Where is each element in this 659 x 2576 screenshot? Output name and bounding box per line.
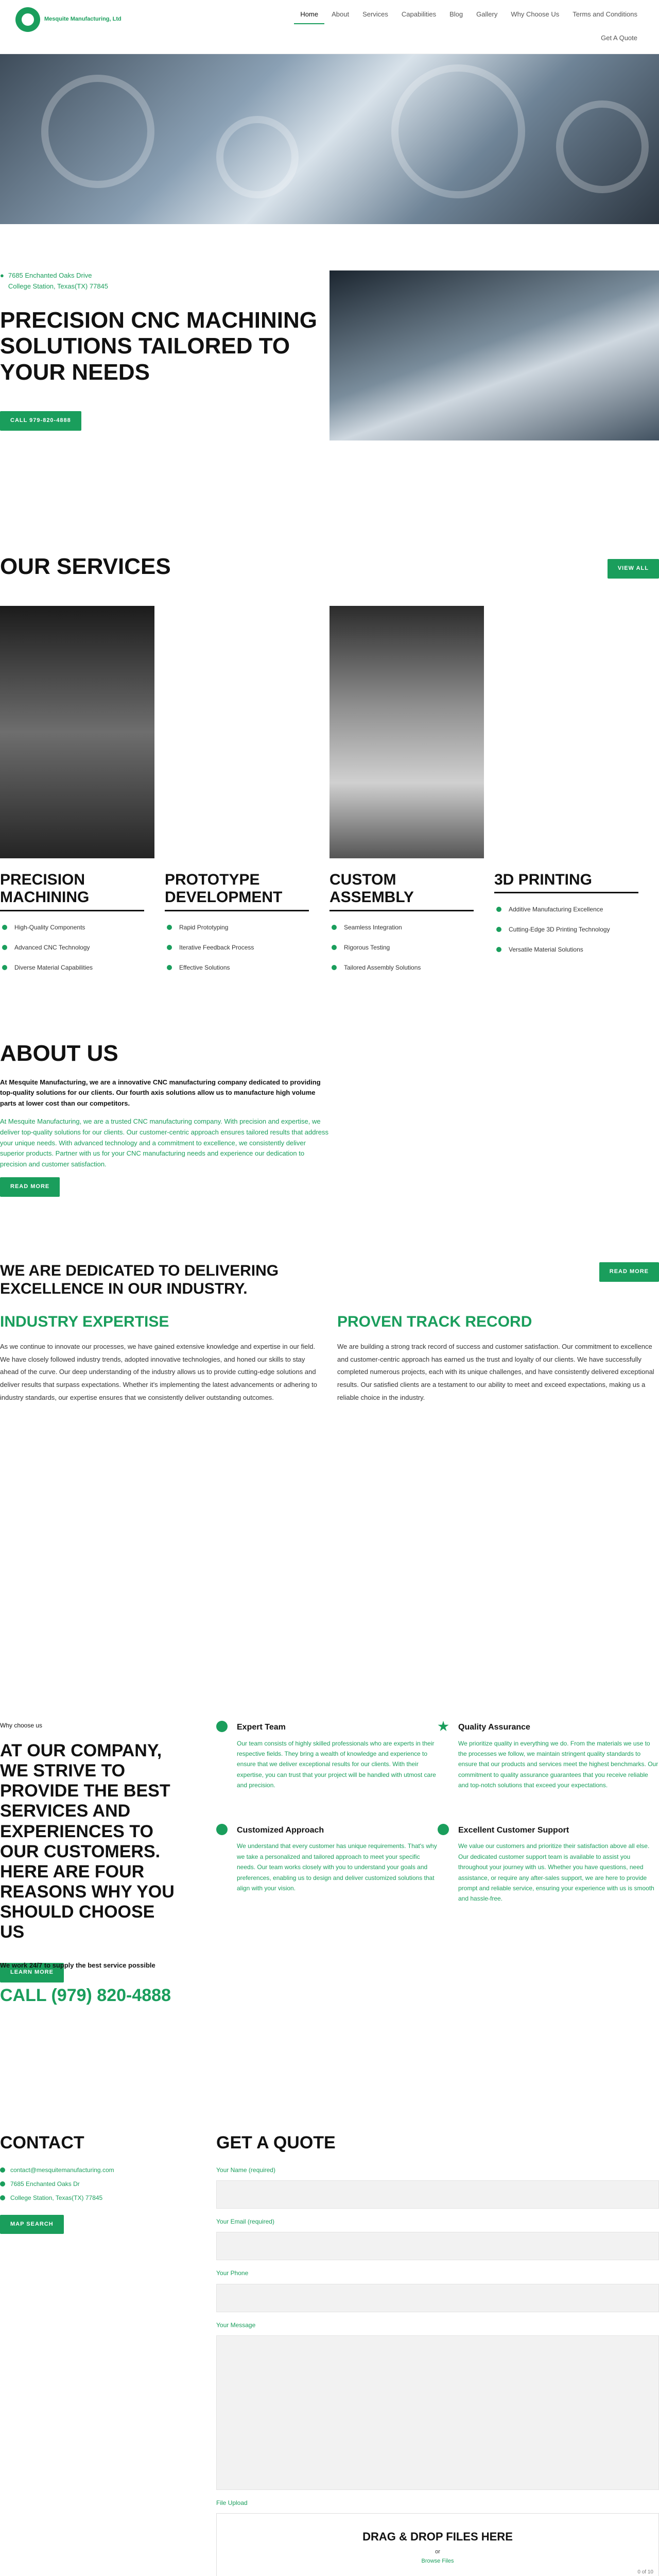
- star-icon: [438, 1721, 449, 1732]
- service-point: High-Quality Components: [0, 918, 154, 938]
- service-card[interactable]: [0, 606, 165, 978]
- phone-input[interactable]: [216, 2284, 659, 2312]
- nav-services[interactable]: Services: [362, 10, 388, 18]
- nav-capabilities[interactable]: Capabilities: [401, 10, 437, 18]
- contact-address-line-1: 7685 Enchanted Oaks Dr: [0, 2179, 216, 2189]
- intro-address[interactable]: [0, 270, 330, 292]
- service-image: [494, 606, 649, 858]
- dedicated-title: WE ARE DEDICATED TO DELIVERING EXCELLENCE IN OUR INDUSTRY.: [0, 1262, 279, 1297]
- service-card[interactable]: [494, 606, 659, 978]
- nav-gallery[interactable]: Gallery: [476, 10, 498, 18]
- service-image: [330, 606, 484, 858]
- service-point: Cutting-Edge 3D Printing Technology: [494, 920, 649, 940]
- file-dropzone[interactable]: [216, 2513, 659, 2576]
- service-point: Tailored Assembly Solutions: [330, 958, 484, 978]
- team-icon: [216, 1721, 228, 1732]
- dedicated-section: [0, 1262, 659, 1710]
- feature-body: We value our customers and prioritize their satisfaction above all else. Our dedicated customer support team is available to assist you throughout your journey with us. Whether you have questions, need assistance, or require any after-sales support, we are here to provide prompt and reliable service, ensuring your experience with us is smooth and hassle-free.: [458, 1842, 654, 1903]
- contact-email-link[interactable]: contact@mesquitemanufacturing.com: [0, 2165, 216, 2175]
- track-record-body: We are building a strong track record of success and customer satisfaction. Our commitment to excellence and customer-centric approach has earned us the trust and loyalty of our clients. We have successfully completed numerous projects, each with its unique challenges, and have consistently delivered exceptional results. Our satisfied clients are a testament to our ability to meet and exceed expectations, making us a reliable choice in the industry.: [337, 1343, 654, 1401]
- service-point: Rapid Prototyping: [165, 918, 319, 938]
- phone-label: Your Phone: [216, 2269, 249, 2277]
- feature-title: Expert Team: [237, 1723, 286, 1732]
- feature-expert-team: [216, 1721, 438, 1808]
- why-label: Why choose us: [0, 1722, 43, 1729]
- feature-body: Our team consists of highly skilled professionals who are experts in their respective fields. They bring a wealth of knowledge and experience to ensure that we deliver exceptional results for our clients. With their expertise, you can trust that your project will be handled with utmost care and precision.: [237, 1739, 436, 1789]
- about-lead: At Mesquite Manufacturing, we are a innovative CNC manufacturing company dedicated to providing top-quality solutions for our clients. Our fourth axis solutions allow us to manufacture high volume parts at lower cost than our competitors.: [0, 1078, 321, 1108]
- service-title: CUSTOM ASSEMBLY: [330, 871, 474, 911]
- about-body: At Mesquite Manufacturing, we are a trusted CNC manufacturing company. With precision and expertise, we deliver top-quality solutions for our clients. Our customer-centric approach ensures tailored results that address your unique needs. With advanced technology and a commitment to excellence, we consistently deliver superior products. Partner with us for your CNC manufacturing needs and experience our dedication to precision and customer satisfaction.: [0, 1117, 329, 1168]
- hero-image: [0, 54, 659, 224]
- contact-address-line-2: College Station, Texas(TX) 77845: [0, 2193, 216, 2203]
- contact-title: CONTACT: [0, 2133, 84, 2153]
- service-point: Rigorous Testing: [330, 938, 484, 958]
- dedicated-read-more-button[interactable]: READ MORE: [599, 1262, 659, 1282]
- feature-customized-approach: [216, 1824, 438, 1922]
- call-section: [0, 1937, 659, 2133]
- about-title: ABOUT US: [0, 1041, 118, 1066]
- nav-blog[interactable]: Blog: [449, 10, 463, 18]
- service-point: Effective Solutions: [165, 958, 319, 978]
- headset-icon: [438, 1824, 449, 1835]
- service-point: Diverse Material Capabilities: [0, 958, 154, 978]
- service-point: Advanced CNC Technology: [0, 938, 154, 958]
- service-point: Iterative Feedback Process: [165, 938, 319, 958]
- intro-call-button[interactable]: CALL 979-820-4888: [0, 411, 81, 431]
- service-point: Versatile Material Solutions: [494, 940, 649, 960]
- main-nav: [154, 6, 644, 24]
- about-read-more-button[interactable]: READ MORE: [0, 1177, 60, 1197]
- dropzone-or: or: [435, 2549, 440, 2555]
- expertise-title: INDUSTRY EXPERTISE: [0, 1313, 169, 1330]
- intro-title: PRECISION CNC MACHINING SOLUTIONS TAILORED TO YOUR NEEDS: [0, 307, 318, 385]
- feature-body: We understand that every customer has unique requirements. That's why we take a personalized and tailored approach to meet your specific needs. Our team works closely with you to understand your goals and preferences, enabling us to design and deliver customized solutions that align with your vision.: [237, 1842, 437, 1892]
- service-title: PROTOTYPE DEVELOPMENT: [165, 871, 309, 911]
- about-section: [0, 1041, 659, 1262]
- intro-section: [0, 224, 659, 482]
- nav-about[interactable]: About: [332, 10, 350, 18]
- service-point: Additive Manufacturing Excellence: [494, 900, 649, 920]
- service-card[interactable]: [330, 606, 494, 978]
- contact-section: [0, 2133, 659, 2576]
- services-section: [0, 482, 659, 1041]
- service-title: PRECISION MACHINING: [0, 871, 144, 911]
- nav-home[interactable]: Home: [294, 6, 324, 24]
- name-label: Your Name (required): [216, 2166, 275, 2174]
- logo-text: Mesquite Manufacturing, Ltd: [44, 16, 122, 23]
- intro-image: [330, 270, 659, 440]
- track-record-title: PROVEN TRACK RECORD: [337, 1313, 532, 1330]
- gear-icon: [216, 1824, 228, 1835]
- quote-form: [216, 2133, 659, 2576]
- map-search-button[interactable]: MAP SEARCH: [0, 2215, 64, 2234]
- feature-title: Excellent Customer Support: [458, 1825, 569, 1835]
- feature-body: We prioritize quality in everything we do. From the materials we use to the processes we follow, we maintain stringent quality standards to ensure that our products and services meet the highest benchmarks. Our commitment to quality assurance guarantees that you receive reliable and top-notch solutions that exceed your expectations.: [458, 1739, 658, 1789]
- services-title: OUR SERVICES: [0, 554, 171, 579]
- message-textarea[interactable]: [216, 2335, 659, 2490]
- name-input[interactable]: [216, 2180, 659, 2209]
- expertise-body: As we continue to innovate our processes, we have gained extensive knowledge and expertise in our field. We have closely followed industry trends, adopted innovative technologies, and honed our skills to stay ahead of the curve. Our deep understanding of the industry allows us to provide cutting-edge solutions and deliver results that surpass expectations. Whether it's implementing the latest advancements or adhering to industry standards, our expertise ensures that we consistently deliver outstanding outcomes.: [0, 1343, 317, 1401]
- dropzone-title: DRAG & DROP FILES HERE: [362, 2530, 513, 2543]
- email-input[interactable]: [216, 2232, 659, 2260]
- quote-form-title: GET A QUOTE: [216, 2133, 336, 2153]
- upload-label: File Upload: [216, 2499, 248, 2506]
- call-phone-link[interactable]: CALL (979) 820-4888: [0, 1985, 171, 2005]
- file-counter: 0 of 10: [637, 2569, 653, 2575]
- address-line-1: 7685 Enchanted Oaks Drive: [8, 272, 92, 279]
- service-card[interactable]: [165, 606, 330, 978]
- location-pin-icon: ●: [0, 272, 4, 279]
- service-image: [165, 606, 319, 858]
- logo-mark-icon: [15, 7, 40, 32]
- email-label: Your Email (required): [216, 2218, 274, 2226]
- message-label: Your Message: [216, 2321, 256, 2329]
- service-point: Seamless Integration: [330, 918, 484, 938]
- feature-title: Customized Approach: [237, 1825, 324, 1835]
- nav-get-a-quote[interactable]: Get A Quote: [601, 34, 637, 42]
- call-text: We work 24/7 to supply the best service possible: [0, 1961, 155, 1969]
- address-line-2: College Station, Texas(TX) 77845: [8, 282, 109, 290]
- why-title: AT OUR COMPANY, WE STRIVE TO PROVIDE THE BEST SERVICES AND EXPERIENCES TO OUR CUSTOMERS. HERE ARE FOUR REASONS WHY YOU SHOULD CHOOSE US: [0, 1741, 175, 1942]
- nav-terms[interactable]: Terms and Conditions: [573, 10, 637, 18]
- feature-quality-assurance: [438, 1721, 659, 1808]
- service-image: [0, 606, 154, 858]
- site-header: [0, 0, 659, 54]
- nav-why-choose-us[interactable]: Why Choose Us: [511, 10, 560, 18]
- why-learn-more-button[interactable]: LEARN MORE: [0, 1963, 64, 1982]
- service-title: 3D PRINTING: [494, 871, 638, 894]
- feature-customer-support: [438, 1824, 659, 1922]
- logo[interactable]: [15, 7, 122, 32]
- feature-title: Quality Assurance: [458, 1723, 530, 1732]
- browse-files-link[interactable]: Browse Files: [421, 2557, 454, 2564]
- view-all-button[interactable]: VIEW ALL: [608, 559, 659, 579]
